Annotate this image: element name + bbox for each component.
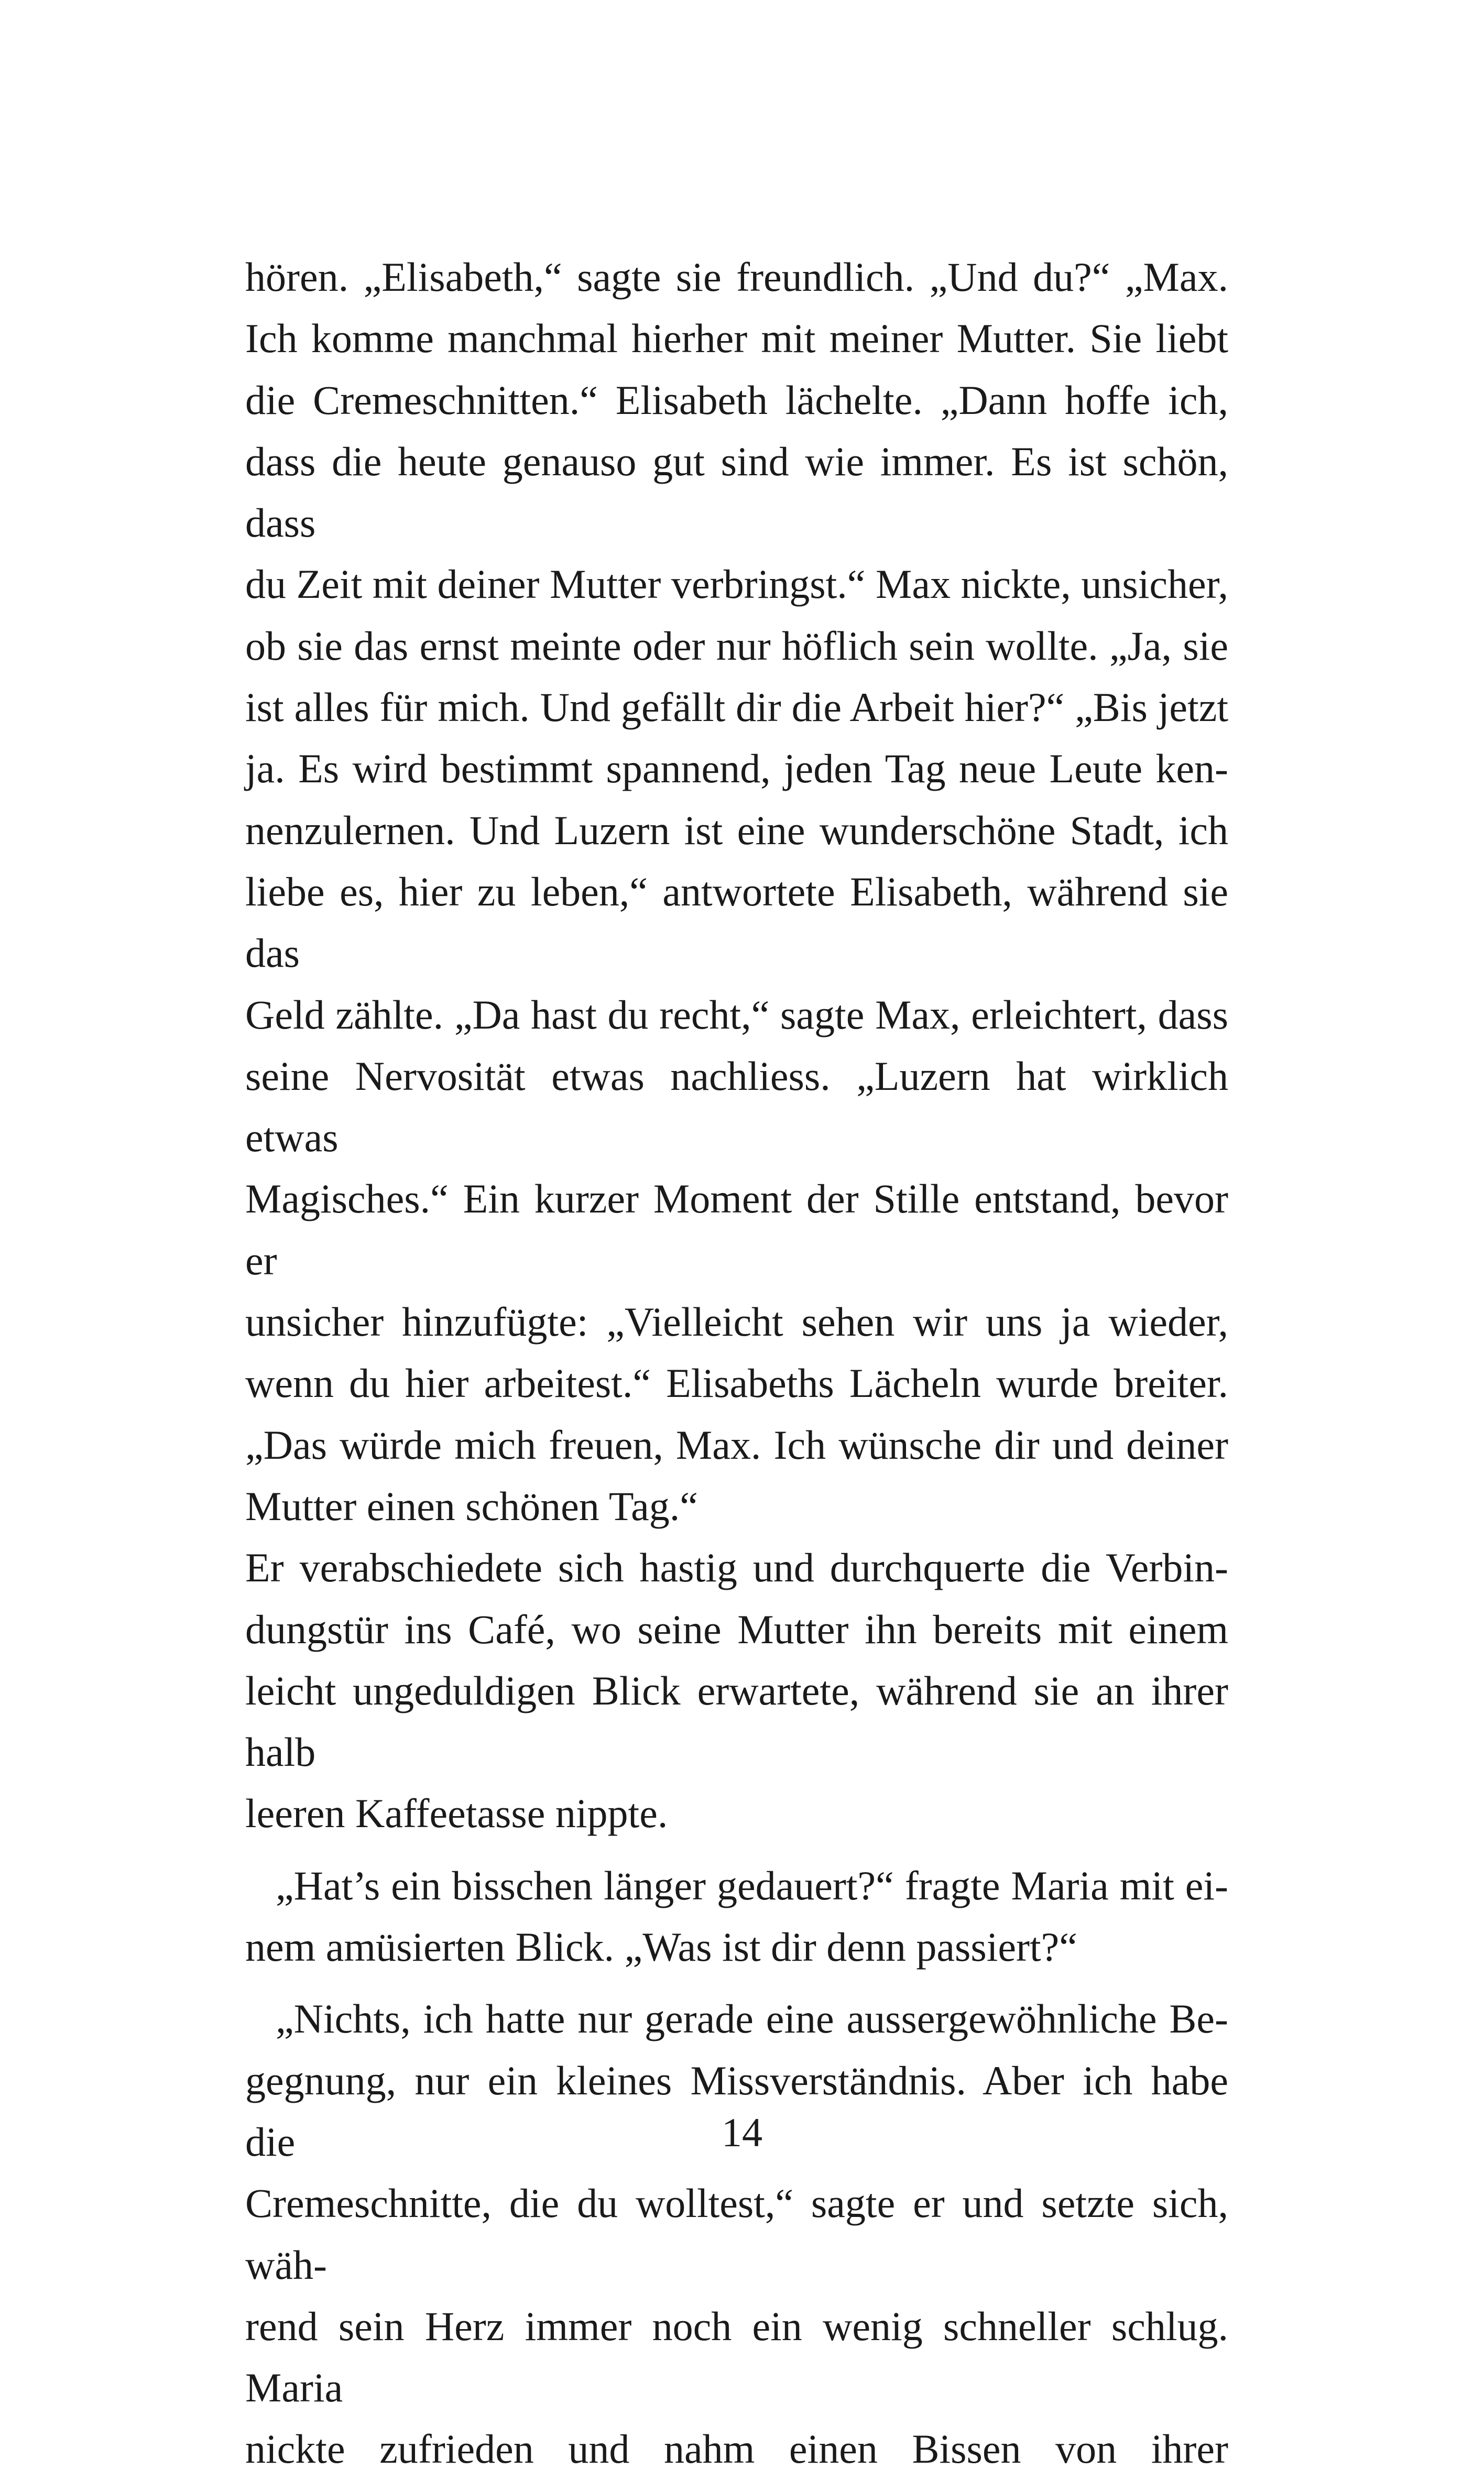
- paragraph-line: leeren Kaffeetasse nippte.: [245, 1790, 668, 1837]
- paragraph-line: nickte zufrieden und nahm einen Bissen von ihrer: [245, 2426, 1228, 2472]
- paragraph-line: Geld zählte. „Da hast du recht,“ sagte Max, erleichtert, dass: [245, 991, 1228, 1037]
- paragraph-line: rend sein Herz immer noch ein wenig schneller schlug. Maria: [245, 2303, 1228, 2411]
- paragraph-line: wenn du hier arbeitest.“ Elisabeths Lächeln wurde breiter.: [245, 1360, 1228, 1406]
- paragraph-line: ja. Es wird bestimmt spannend, jeden Tag neue Leute ken-: [245, 746, 1228, 792]
- paragraph-line: dungstür ins Café, wo seine Mutter ihn bereits mit einem: [245, 1606, 1228, 1652]
- paragraph-line: liebe es, hier zu leben,“ antwortete Elisabeth, während sie das: [245, 868, 1228, 976]
- paragraph-line: ist alles für mich. Und gefällt dir die Arbeit hier?“ „Bis jetzt: [245, 684, 1228, 730]
- paragraph-line: unsicher hinzufügte: „Vielleicht sehen wir uns ja wieder,: [245, 1299, 1228, 1345]
- paragraph-line: hören. „Elisabeth,“ sagte sie freundlich. „Und du?“ „Max.: [245, 254, 1228, 300]
- paragraph-line: leicht ungeduldigen Blick erwartete, während sie an ihrer halb: [245, 1667, 1228, 1775]
- paragraph-line: die Cremeschnitten.“ Elisabeth lächelte. „Dann hoffe ich,: [245, 377, 1228, 423]
- paragraph-line: Ich komme manchmal hierher mit meiner Mutter. Sie liebt: [245, 315, 1228, 362]
- paragraph-line: „Hat’s ein bisschen länger gedauert?“ fragte Maria mit ei-: [276, 1862, 1228, 1908]
- paragraph-line: du Zeit mit deiner Mutter verbringst.“ Max nickte, unsicher,: [245, 561, 1228, 607]
- paragraph-line: Cremeschnitte, die du wolltest,“ sagte er und setzte sich, wäh-: [245, 2180, 1228, 2288]
- page-number: 14: [722, 2110, 762, 2155]
- paragraph-line: dass die heute genauso gut sind wie immer. Es ist schön, dass: [245, 438, 1228, 546]
- paragraph-line: ob sie das ernst meinte oder nur höflich sein wollte. „Ja, sie: [245, 622, 1228, 669]
- paragraph-line: „Das würde mich freuen, Max. Ich wünsche dir und deiner: [245, 1422, 1228, 1468]
- paragraph-line: gegnung, nur ein kleines Missverständnis. Aber ich habe die: [245, 2057, 1228, 2165]
- paragraph-line: seine Nervosität etwas nachliess. „Luzern hat wirklich etwas: [245, 1053, 1228, 1161]
- paragraph-line: nem amüsierten Blick. „Was ist dir denn passiert?“: [245, 1924, 1077, 1970]
- paragraph-line: Er verabschiedete sich hastig und durchquerte die Verbin-: [245, 1545, 1228, 1591]
- paragraph-line: Magisches.“ Ein kurzer Moment der Stille entstand, bevor er: [245, 1176, 1228, 1283]
- paragraph-line: „Nichts, ich hatte nur gerade eine aussergewöhnliche Be-: [276, 1996, 1228, 2042]
- paragraph-line: Mutter einen schönen Tag.“: [245, 1483, 698, 1529]
- paragraph-line: nenzulernen. Und Luzern ist eine wunderschöne Stadt, ich: [245, 807, 1228, 853]
